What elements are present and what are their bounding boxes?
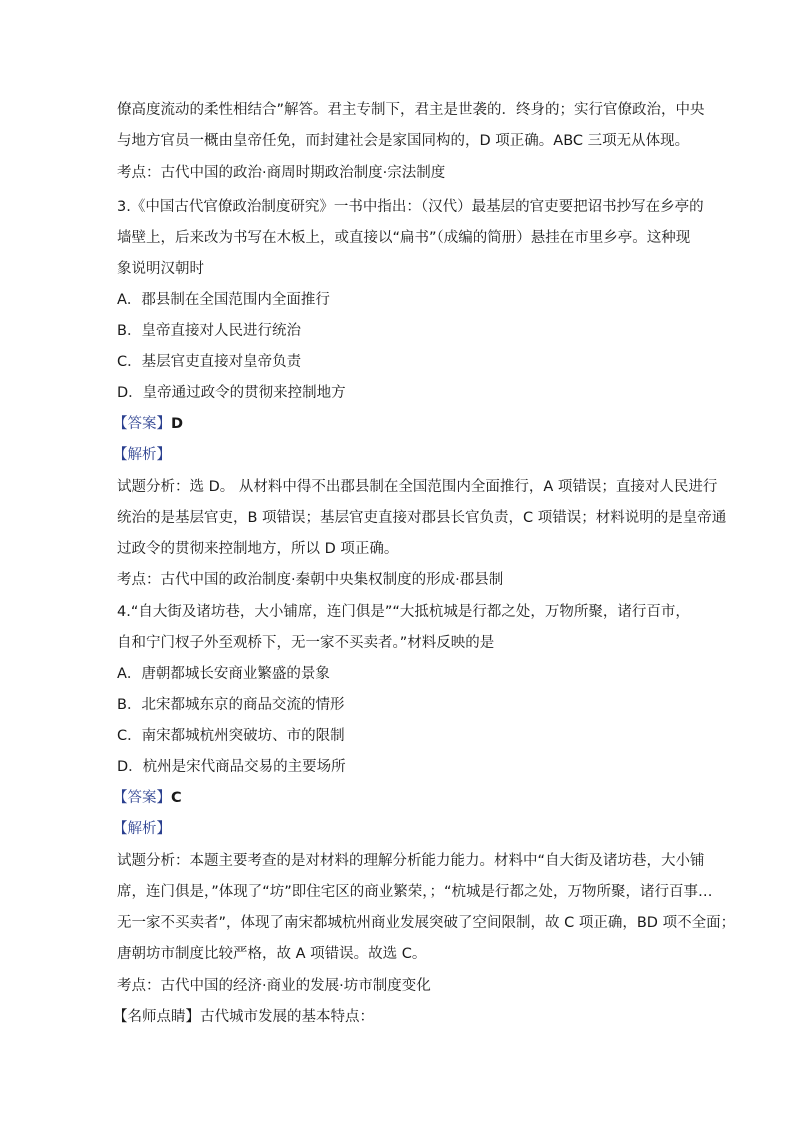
q3-stem-line-3: 象说明汉朝时 (117, 261, 204, 277)
q4-analysis-line-4: 唐朝坊市制度比较严格，故 A 项错误。故选 C。 (117, 946, 427, 962)
q3-kaodian: 考点：古代中国的政治制度·秦朝中央集权制度的形成·郡县制 (117, 572, 504, 588)
q4-analysis-line-2: 席，连门俱是，”体现了“坊”即住宅区的商业繁荣，；“杭城是行都之处，万物所聚，诸行百事… (117, 884, 713, 900)
q3-analysis-tag (113, 445, 683, 465)
q4-tip: 【名师点睛】古代城市发展的基本特点： (113, 1009, 374, 1025)
q3-option-c: C．基层官吏直接对皇帝负责 (117, 354, 302, 370)
q3-analysis-label: 【解析】 (113, 447, 171, 463)
q3-option-a: A．郡县制在全国范围内全面推行 (117, 292, 330, 308)
q4-answer (113, 788, 683, 808)
q4-stem-line-2: 自和宁门杈子外至观桥下，无一家不买卖者。”材料反映的是 (117, 635, 495, 651)
intro-line-1: 僚高度流动的柔性相结合”解答。君主专制下，君主是世袭的．终身的；实行官僚政治，中央 (117, 102, 705, 118)
q4-option-b: B．北宋都城东京的商品交流的情形 (117, 697, 345, 713)
q3-answer-tag: 【答案】 (113, 416, 171, 432)
q4-stem-line-1: 4.“自大街及诸坊巷，大小铺席，连门俱是”“大抵杭城是行都之处，万物所聚，诸行百市， (117, 604, 690, 620)
q4-analysis-tag (113, 819, 683, 839)
q4-option-d: D．杭州是宋代商品交易的主要场所 (117, 759, 346, 775)
q3-option-b: B．皇帝直接对人民进行统治 (117, 323, 301, 339)
q4-option-a: A．唐朝都城长安商业繁盛的景象 (117, 666, 330, 682)
q4-analysis-line-1: 试题分析：本题主要考查的是对材料的理解分析能力能力。材料中“自大街及诸坊巷，大小铺 (117, 853, 705, 869)
q3-stem-line-2: 墙壁上，后来改为书写在木板上，或直接以“扁书”（成编的简册）悬挂在市里乡亭。这种现 (117, 230, 691, 246)
intro-line-2: 与地方官员一概由皇帝任免，而封建社会是家国同构的，D 项正确。ABC 三项无从体现。 (117, 133, 690, 149)
q4-analysis-line-3: 无一家不买卖者”，体现了南宋都城杭州商业发展突破了空间限制，故 C 项正确，BD 项不全面； (117, 915, 736, 931)
q4-answer-tag: 【答案】 (113, 790, 171, 806)
q3-answer-value: D (171, 416, 184, 432)
q3-analysis-line-2: 统治的是基层官吏，B 项错误；基层官吏直接对郡县长官负责，C 项错误；材料说明的是皇帝通 (117, 510, 727, 526)
intro-kaodian: 考点：古代中国的政治·商周时期政治制度·宗法制度 (117, 165, 446, 181)
q4-analysis-label: 【解析】 (113, 821, 171, 837)
q4-answer-value: C (171, 790, 182, 806)
q3-stem-line-1: 3.《中国古代官僚政治制度研究》一书中指出：（汉代）最基层的官吏要把诏书抄写在乡亭的 (117, 199, 704, 215)
q3-analysis-line-1: 试题分析：选 D。 从材料中得不出郡县制在全国范围内全面推行，A 项错误；直接对人民进行 (117, 479, 718, 495)
q3-option-d: D．皇帝通过政令的贯彻来控制地方 (117, 385, 346, 401)
q3-analysis-line-3: 过政令的贯彻来控制地方，所以 D 项正确。 (117, 541, 399, 557)
q4-option-c: C．南宋都城杭州突破坊、市的限制 (117, 728, 345, 744)
q3-answer (113, 414, 683, 434)
q4-kaodian: 考点：古代中国的经济·商业的发展·坊市制度变化 (117, 978, 431, 994)
